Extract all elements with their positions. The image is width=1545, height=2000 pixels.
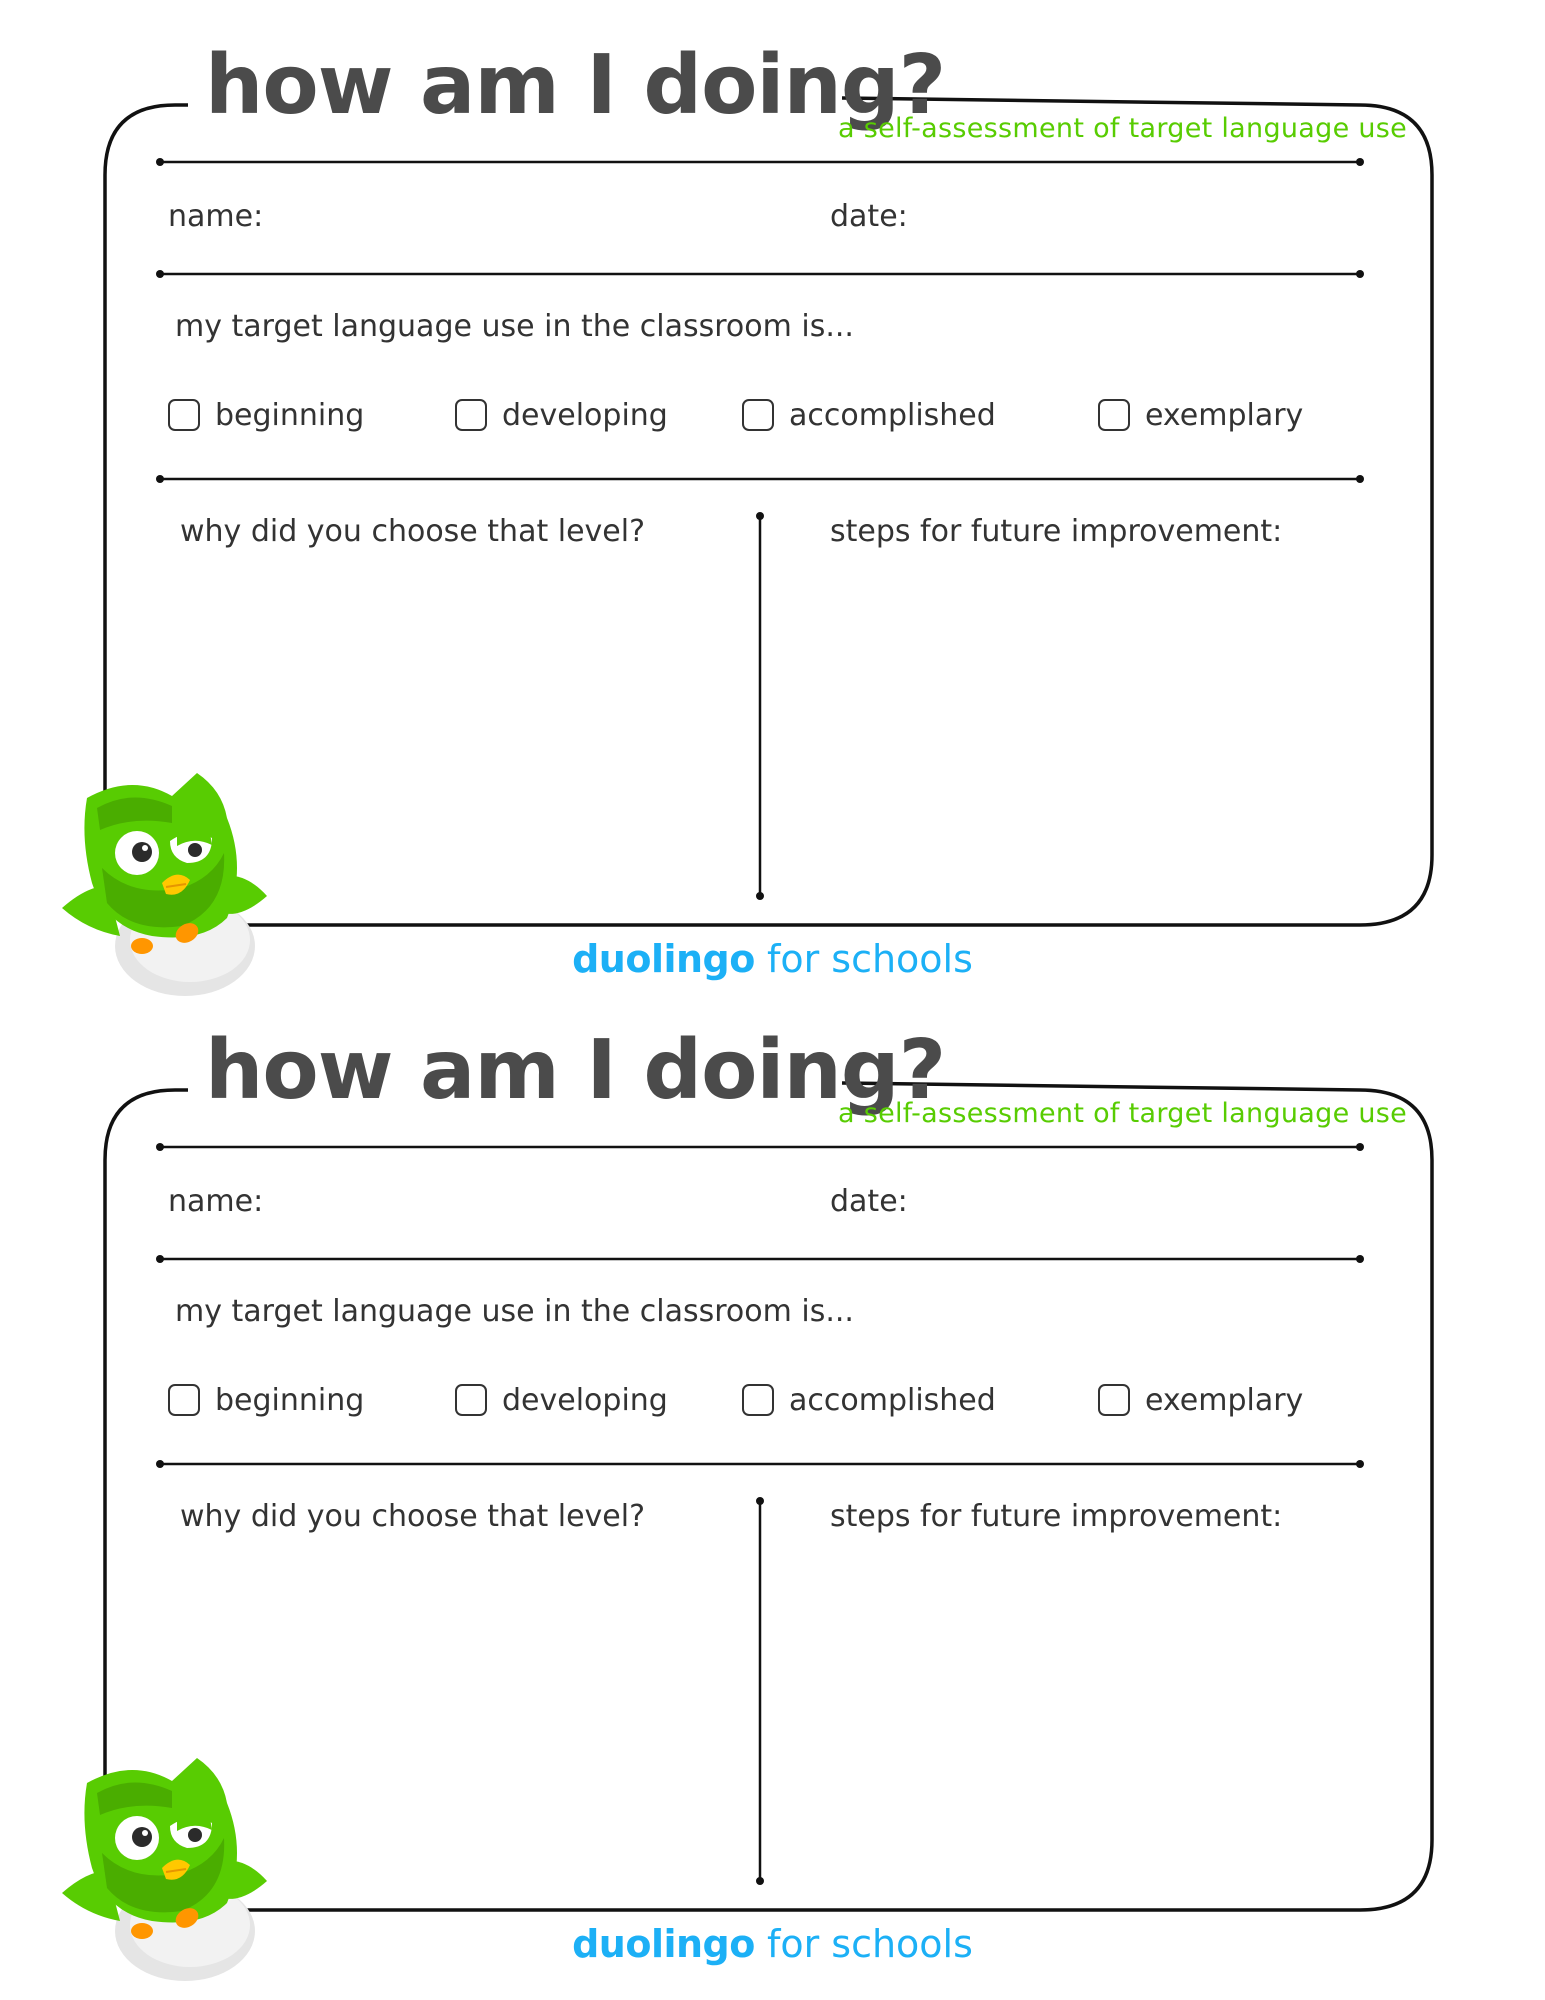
option-developing[interactable] [455, 395, 668, 435]
name-label: name: [168, 199, 264, 234]
checkbox-icon[interactable] [1098, 399, 1130, 431]
page-title: how am I doing? [205, 38, 946, 133]
why-label: why did you choose that level? [180, 514, 646, 549]
option-accomplished[interactable] [742, 395, 996, 435]
question-label: my target language use in the classroom is... [175, 1294, 854, 1329]
option-beginning[interactable] [168, 1380, 364, 1420]
steps-label: steps for future improvement: [830, 514, 1283, 549]
brand-name: duolingo [572, 1922, 755, 1966]
checkbox-icon[interactable] [742, 399, 774, 431]
checkbox-icon[interactable] [168, 1384, 200, 1416]
checkbox-icon[interactable] [1098, 1384, 1130, 1416]
brand-logo [0, 1922, 1545, 1966]
checkbox-icon[interactable] [168, 399, 200, 431]
option-label: developing [502, 1382, 668, 1418]
brand-name: duolingo [572, 937, 755, 981]
option-developing[interactable] [455, 1380, 668, 1420]
option-label: accomplished [789, 397, 996, 433]
option-label: accomplished [789, 1382, 996, 1418]
option-label: exemplary [1145, 397, 1304, 433]
checkbox-icon[interactable] [742, 1384, 774, 1416]
assessment-card-1 [0, 0, 1545, 980]
assessment-card-2 [0, 985, 1545, 1965]
page-title: how am I doing? [205, 1023, 946, 1118]
option-exemplary[interactable] [1098, 1380, 1303, 1420]
steps-label: steps for future improvement: [830, 1499, 1283, 1534]
checkbox-icon[interactable] [455, 399, 487, 431]
option-beginning[interactable] [168, 395, 364, 435]
page-subtitle: a self-assessment of target language use [838, 113, 1408, 144]
date-label: date: [830, 1184, 908, 1219]
brand-suffix: for schools [766, 1922, 973, 1966]
brand-logo [0, 937, 1545, 981]
why-label: why did you choose that level? [180, 1499, 646, 1534]
option-exemplary[interactable] [1098, 395, 1303, 435]
date-label: date: [830, 199, 908, 234]
option-label: developing [502, 397, 668, 433]
brand-suffix: for schools [766, 937, 973, 981]
option-label: beginning [215, 397, 365, 433]
question-label: my target language use in the classroom is... [175, 309, 854, 344]
checkbox-icon[interactable] [455, 1384, 487, 1416]
option-accomplished[interactable] [742, 1380, 996, 1420]
option-label: beginning [215, 1382, 365, 1418]
option-label: exemplary [1145, 1382, 1304, 1418]
page-subtitle: a self-assessment of target language use [838, 1098, 1408, 1129]
name-label: name: [168, 1184, 264, 1219]
